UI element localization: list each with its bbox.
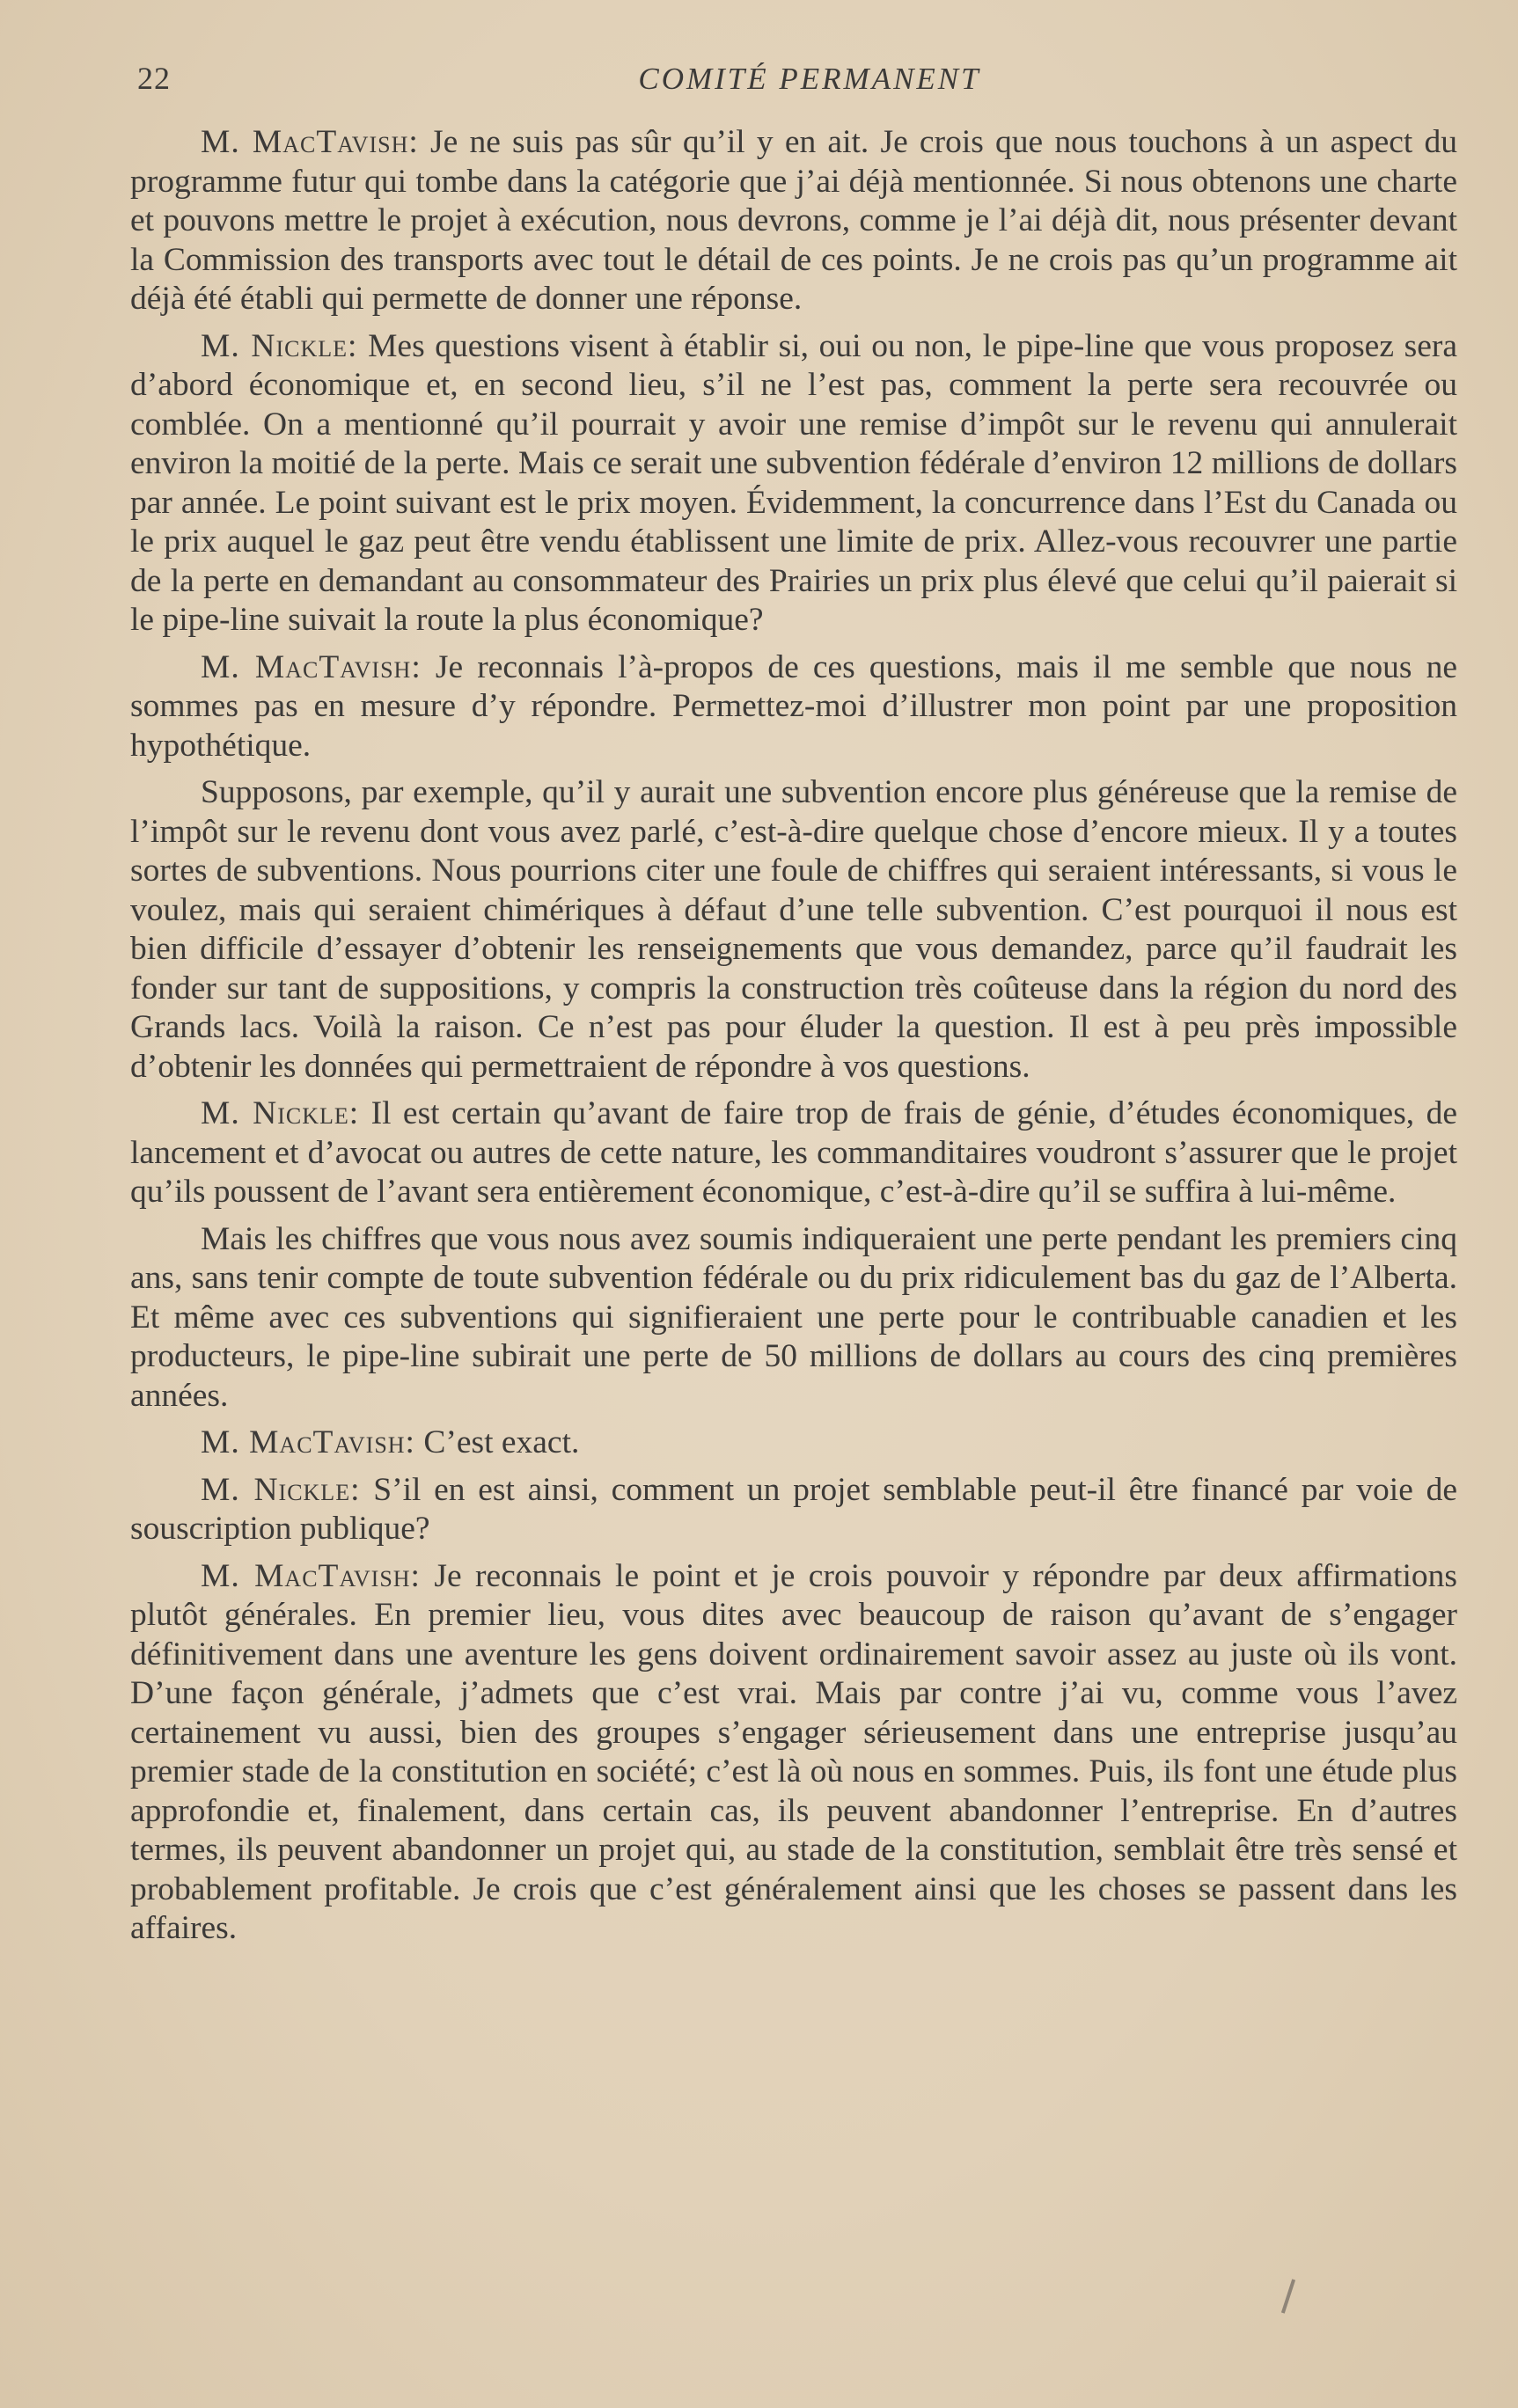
speaker-name: M. Nickle: [201,327,358,364]
paragraph-text: Je reconnais l’à-propos de ces questions, mais il me semble que nous ne sommes pas en mesure d’y répondre. Permettez-moi d’illustrer mon point par une proposition hypothétique. [130,648,1457,764]
paragraph-5 [130,1094,1457,1212]
paragraph-text: Supposons, par exemple, qu’il y aurait une subvention encore plus généreuse que la remise de l’impôt sur le revenu dont vous avez parlé, c’est-à-dire quelque chose d’encore mieux. Il y a toutes sortes de subventions. Nous pourrions citer une foule de chiffres qui seraient intéressants, si vous le voulez, mais qui seraient chimériques à défaut d’une telle subvention. C’est pourquoi il nous est bien difficile d’essayer d’obtenir les renseignements que vous demandez, parce qu’il faudrait les fonder sur tant de suppositions, y compris la construction très coûteuse dans la région du nord des Grands lacs. Voilà la raison. Ce n’est pas pour éluder la question. Il est à peu près impossible d’obtenir les données qui permettraient de répondre à vos questions. [130,774,1457,1085]
paragraph-3 [130,648,1457,766]
page-number: 22 [137,61,171,96]
page-header [132,60,1452,109]
paragraph-8 [130,1471,1457,1549]
speaker-name: M. MacTavish: [201,1557,421,1594]
paragraph-4 [130,773,1457,1087]
paragraph-text: Je ne suis pas sûr qu’il y en ait. Je crois que nous touchons à un aspect du programme futur qui tombe dans la catégorie que j’ai déjà mentionnée. Si nous obtenons une charte et pouvons mettre le projet à exécution, nous devrons, comme je l’ai déjà dit, nous présenter devant la Commission des transports avec tout le détail de ces points. Je ne crois pas qu’un programme ait déjà été établi qui permette de donner une réponse. [130,124,1457,317]
speaker-name: M. MacTavish: [201,124,419,160]
transcript-body [130,123,1457,1957]
speaker-name: M. MacTavish: [201,1424,415,1460]
paragraph-9 [130,1557,1457,1949]
paragraph-7 [130,1424,1457,1463]
pencil-mark [1281,2279,1295,2313]
paragraph-2 [130,327,1457,640]
paragraph-text: Mais les chiffres que vous nous avez soumis indiqueraient une perte pendant les premiers cinq ans, sans tenir compte de toute subvention fédérale ou du prix ridiculement bas du gaz de l’Alberta. Et même avec ces subventions qui signifieraient une perte pour le contribuable canadien et les producteurs, le pipe-line subirait une perte de 50 millions de dollars au cours des cinq premières années. [130,1220,1457,1414]
speaker-name: M. Nickle: [201,1095,360,1131]
paragraph-1 [130,123,1457,319]
paragraph-text: Mes questions visent à établir si, oui ou non, le pipe-line que vous proposez sera d’abord économique et, en second lieu, s’il ne l’est pas, comment la perte sera recouvrée ou comblée. On a mentionné qu’il pourrait y avoir une remise d’impôt sur le revenu qui annulerait environ la moitié de la perte. Mais ce serait une subvention fédérale d’environ 12 millions de dollars par année. Le point suivant est le prix moyen. Évidemment, la concurrence dans l’Est du Canada ou le prix auquel le gaz peut être vendu établissent une limite de prix. Allez-vous recouvrer une partie de la perte en demandant au consommateur des Prairies un prix plus élevé que celui qu’il paierait si le pipe-line suivait la route la plus économique? [130,327,1457,638]
speaker-name: M. Nickle: [201,1471,361,1508]
paragraph-6 [130,1220,1457,1416]
paragraph-text: C’est exact. [414,1424,580,1460]
paragraph-text: Il est certain qu’avant de faire trop de frais de génie, d’études économiques, de lancement et d’avocat ou autres de cette nature, les commanditaires voudront s’assurer que le projet qu’ils poussent de l’avant sera entièrement économique, c’est-à-dire qu’il se suffira à lui-même. [130,1095,1457,1210]
running-title: COMITÉ PERMANENT [638,62,981,96]
paragraph-text: S’il en est ainsi, comment un projet semblable peut-il être financé par voie de souscription publique? [130,1471,1457,1547]
paragraph-text: Je reconnais le point et je crois pouvoir y répondre par deux affirmations plutôt générales. En premier lieu, vous dites avec beaucoup de raison qu’avant de s’engager définitivement dans une aventure les gens doivent ordinairement savoir assez au juste où ils vont. D’une façon générale, j’admets que c’est vrai. Mais par contre j’ai vu, comme vous l’avez certainement vu aussi, bien des groupes s’engager sérieusement dans une entreprise jusqu’au premier stade de la constitution en société; c’est là où nous en sommes. Puis, ils font une étude plus approfondie et, finalement, dans certain cas, ils peuvent abandonner l’entreprise. En d’autres termes, ils peuvent abandonner un projet qui, au stade de la constitution, semblait être très sensé et probablement profitable. Je crois que c’est généralement ainsi que les choses se passent dans les affaires. [130,1557,1457,1946]
speaker-name: M. MacTavish: [201,648,422,685]
